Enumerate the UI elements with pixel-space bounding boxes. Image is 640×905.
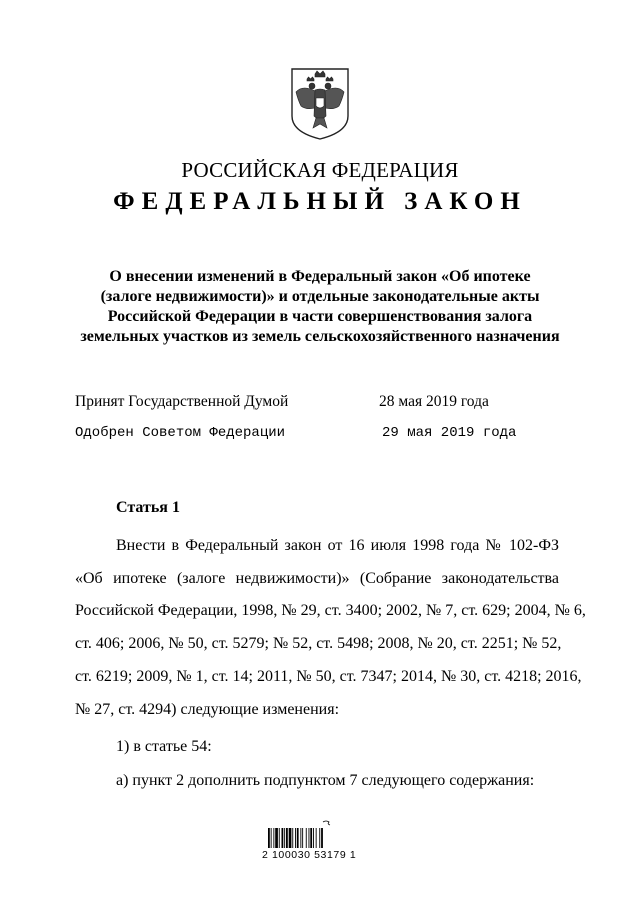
article-text-line: Внести в Федеральный закон от 16 июля 1998 года № 102-ФЗ [116,537,559,554]
article-item-1: 1) в статье 54: [116,738,212,755]
council-approval-label: Одобрен Советом Федерации [75,425,286,441]
article-text-line: ст. 406; 2006, № 50, ст. 5279; № 52, ст. 5498; 2008, № 20, ст. 2251; № 52, [75,635,562,652]
law-title [60,267,580,347]
article-text-line: № 27, ст. 4294) следующие изменения: [75,701,340,718]
duma-adoption-label: Принят Государственной Думой [75,393,289,410]
council-approval-date: 29 мая 2019 года [382,425,517,441]
law-title-line: О внесении изменений в Федеральный закон «Об ипотеке [109,268,531,285]
article-text-line: ст. 6219; 2009, № 1, ст. 14; 2011, № 50, ст. 7347; 2014, № 30, ст. 4218; 2016, [75,668,582,685]
article-heading: Статья 1 [116,499,180,516]
law-title-line: (залоге недвижимости)» и отдельные законодательные акты [100,288,540,305]
coat-of-arms-emblem [289,66,351,142]
barcode-number: 2 100030 53179 1 [262,849,357,861]
article-text-line: Российской Федерации, 1998, № 29, ст. 3400; 2002, № 7, ст. 629; 2004, № 6, [75,602,586,619]
article-text-line: «Об ипотеке (залоге недвижимости)» (Собрание законодательства [75,570,559,587]
law-title-line: Российской Федерации в части совершенствования залога [107,308,533,325]
article-item-a: а) пункт 2 дополнить подпунктом 7 следующего содержания: [116,772,535,789]
document-type-heading: ФЕДЕРАЛЬНЫЙ ЗАКОН [113,188,527,215]
law-title-line: земельных участков из земель сельскохозяйственного назначения [80,328,560,345]
duma-adoption-date: 28 мая 2019 года [379,393,489,410]
country-name: РОССИЙСКАЯ ФЕДЕРАЦИЯ [181,158,459,182]
